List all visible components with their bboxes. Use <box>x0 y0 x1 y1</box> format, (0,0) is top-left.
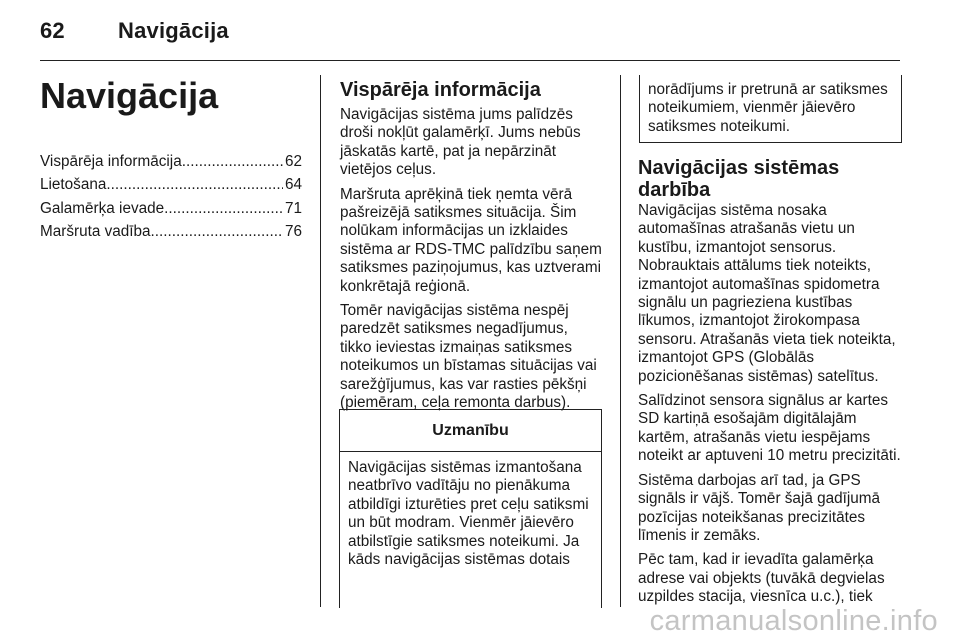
page-header <box>40 18 229 44</box>
middle-column <box>340 79 602 419</box>
section-heading-operation: Navigācijas sistēmas darbība <box>638 157 840 201</box>
paragraph: Sistēma darbojas arī tad, ja GPS signāls ir vājš. Tomēr šajā gadījumā pozīcijas noteikšanas precizitātes līmenis ir zemāks. <box>638 471 881 544</box>
toc-entry-title: Lietošana <box>40 176 107 194</box>
right-column <box>638 157 902 613</box>
caution-title: Uzmanību <box>340 410 601 452</box>
toc-entry-title: Vispārēja informācija <box>40 153 182 170</box>
table-of-contents <box>40 150 302 243</box>
caution-box <box>339 409 602 608</box>
paragraph: Maršruta aprēķinā tiek ņemta vērā pašreizējā satiksmes situācija. Šim nolūkam informācijas un izklaides sistēma ar RDS-TMC palīdzību saņem satiksmes paziņojumus, kas uztverami konkrētajā reģionā. <box>340 185 602 295</box>
paragraph: Pēc tam, kad ir ievadīta galamērķa adrese vai objekts (tuvākā degvielas uzpildes stacija, viesnīca u.c.), tiek <box>638 551 885 606</box>
toc-entry-title: Maršruta vadība <box>40 222 151 240</box>
toc-leader-dots <box>151 220 283 243</box>
header-rule <box>40 60 900 61</box>
section-heading-general: Vispārēja informācija <box>340 79 541 101</box>
paragraph: Navigācijas sistēma nosaka automašīnas atrašanās vietu un kustību, izmantojot sensorus. Nobrauktais attālums tiek noteikts, izmantojot automašīnas spidometra signālu un pagrieziena kustības līkumos, izmantojot žirokompasa sensoru. Atrašanās vieta tiek noteikta, izmantojot GPS (Globālās pozicionēšanas sistēmas) satelītus. <box>638 202 896 385</box>
column-divider-left <box>320 75 321 607</box>
caution-box-continued <box>639 75 902 143</box>
toc-entry-page: 64 <box>284 176 302 194</box>
toc-entry[interactable] <box>40 220 302 243</box>
toc-entry[interactable] <box>40 173 302 196</box>
header-section-title: Navigācija <box>118 18 229 43</box>
toc-entry-page: 71 <box>284 199 302 217</box>
toc-entry-title: Galamērķa ievade <box>40 199 165 217</box>
chapter-title: Navigācija <box>40 75 219 116</box>
toc-entry-page: 62 <box>284 153 302 170</box>
toc-leader-dots <box>164 197 283 220</box>
watermark-logo: carmanualsonline.info <box>649 605 938 637</box>
toc-entry-page: 76 <box>284 222 302 240</box>
toc-leader-dots <box>106 173 283 196</box>
toc-entry[interactable] <box>40 150 302 173</box>
page-number: 62 <box>40 18 65 43</box>
toc-leader-dots <box>182 150 283 173</box>
paragraph: Salīdzinot sensora signālus ar kartes SD kartiņā esošajām digitālajām kartēm, atrašanās vietu iespējams noteikt ar aptuveni 10 metru precizitāti. <box>638 392 901 465</box>
paragraph: Tomēr navigācijas sistēma nespēj paredzēt satiksmes negadījumus, tikko ieviestas izmaiņas satiksmes noteikumos un bīstamas situācijas vai sarežģījumus, kas var rasties pēkšņi (piemēram, ceļa remonta darbus). <box>340 302 597 412</box>
toc-entry[interactable] <box>40 197 302 220</box>
caution-continued-text: norādījums ir pretrunā ar satiksmes noteikumiem, vienmēr jāievēro satiksmes noteikumi. <box>648 81 888 135</box>
paragraph: Navigācijas sistēma jums palīdzēs droši nokļūt galamērķī. Jums nebūs jāskatās kartē, pat ja nepārzināt vietējos ceļus. <box>340 106 581 179</box>
column-divider-right <box>620 75 621 607</box>
caution-text: Navigācijas sistēmas izmantošana neatbrīvo vadītāju no pienākuma atbildīgi izturēties pret ceļu satiksmi un būt modram. Vienmēr jāievēro atbilstīgie satiksmes noteikumi. Ja kāds navigācijas sistēmas dotais <box>348 459 589 569</box>
